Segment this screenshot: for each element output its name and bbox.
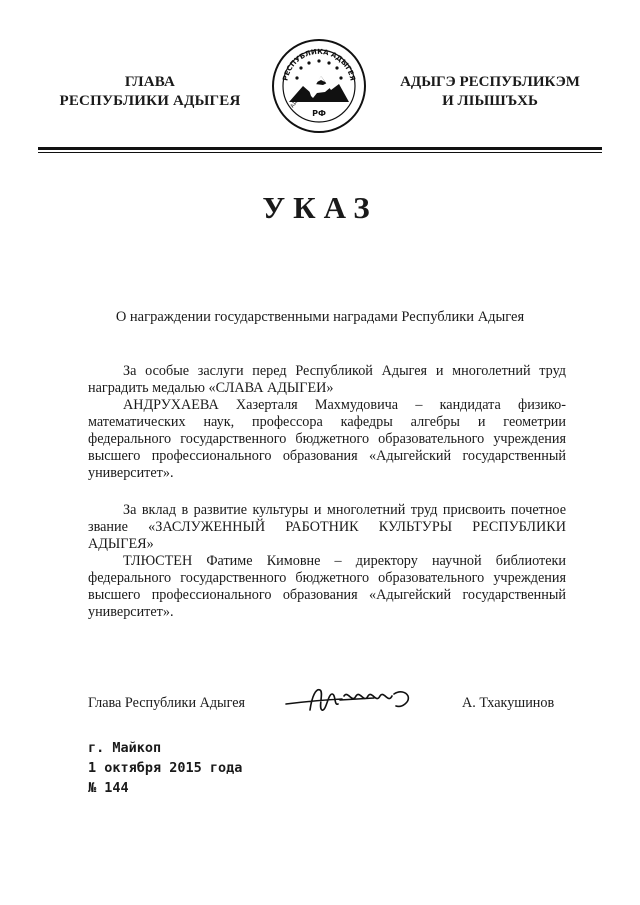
footer-date: 1 октября 2015 года bbox=[88, 760, 243, 776]
handwritten-signature bbox=[282, 682, 432, 716]
award-1-lead: За особые заслуги перед Республикой Адыгея и многолетний труд наградить медалью «СЛАВА АДЫГЕИ» bbox=[88, 363, 566, 396]
award-section-1 bbox=[88, 363, 566, 482]
emblem-top-text: РЕСПУБЛИКА АДЫГЕЯ bbox=[281, 47, 357, 82]
award-2-lead: За вклад в развитие культуры и многолетний труд присвоить почетное звание «ЗАСЛУЖЕННЫЙ РАБОТНИК КУЛЬТУРЫ РЕСПУБЛИКИ АДЫГЕЯ» bbox=[88, 502, 566, 552]
svg-text:РЕСПУБЛИКА АДЫГЕЯ bbox=[281, 48, 356, 82]
header-right-line1: АДЫГЭ РЕСПУБЛИКЭМ bbox=[400, 74, 580, 90]
header-divider-thin bbox=[38, 152, 602, 153]
signatory-name: А. Тхакушинов bbox=[462, 695, 555, 711]
emblem-side-text: АДЫГЭ bbox=[289, 90, 304, 109]
award-section-2 bbox=[88, 502, 566, 621]
footer-number: № 144 bbox=[88, 780, 129, 796]
header-right bbox=[380, 73, 600, 111]
header-left bbox=[40, 73, 260, 111]
header-left-line1: ГЛАВА bbox=[124, 74, 176, 90]
coat-of-arms-emblem bbox=[271, 38, 367, 134]
document-subject: О награждении государственными наградами Республики Адыгея bbox=[115, 309, 525, 325]
document-title: УКАЗ bbox=[262, 190, 378, 225]
header-right-line2: И ЛІЫШЪХЬ bbox=[442, 93, 538, 109]
footer-city: г. Майкоп bbox=[88, 740, 162, 756]
decree-footer bbox=[88, 738, 242, 798]
header-divider-thick bbox=[38, 147, 602, 150]
award-2-recipient: ТЛЮСТЕН Фатиме Кимовне – директору научной библиотеки федерального государственного бюджетного образовательного учреждения высшего профессионального образования «Адыгейский государственный университет». bbox=[88, 553, 566, 620]
emblem-bottom-text: РФ bbox=[312, 109, 326, 118]
header-left-line2: РЕСПУБЛИКИ АДЫГЕЯ bbox=[59, 93, 241, 109]
signatory-role: Глава Республики Адыгея bbox=[88, 695, 246, 711]
award-1-recipient: АНДРУХАЕВА Хазерталя Махмудовича – кандидата физико-математических наук, профессора кафедры алгебры и геометрии федерального государственного бюджетного образовательного учреждения высшего профессионального образования «Адыгейский государственный университет». bbox=[88, 397, 566, 481]
